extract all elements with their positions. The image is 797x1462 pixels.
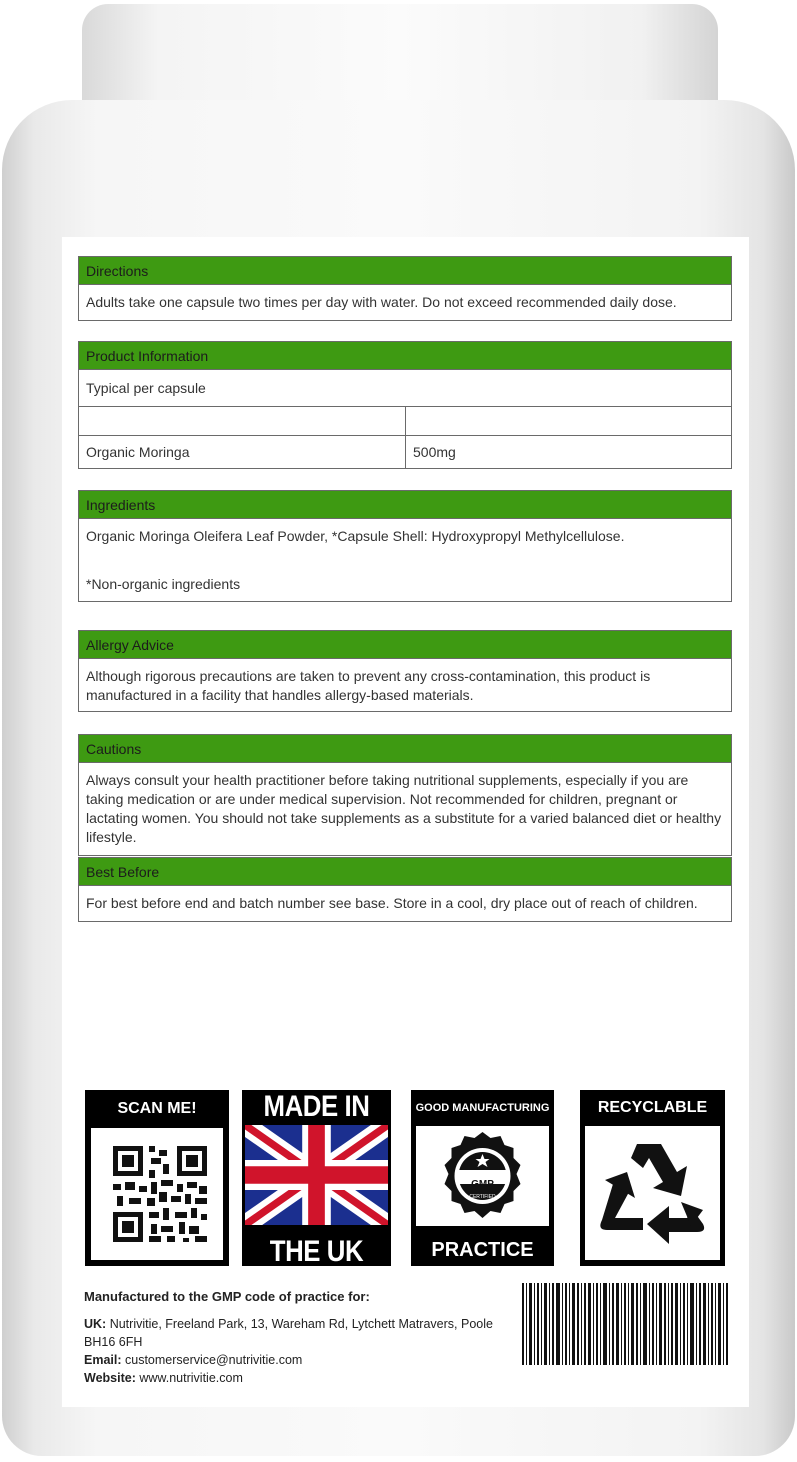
gmp-seal-icon	[416, 1126, 549, 1226]
email-text[interactable]: customerservice@nutrivitie.com	[125, 1353, 303, 1367]
gmp-badge	[411, 1090, 554, 1266]
recycle-icon	[585, 1126, 720, 1260]
allergy-advice-text: Although rigorous precautions are taken to prevent any cross-contamination, this product is manufactured in a facility that handles allergy-based materials.	[86, 668, 651, 703]
email-label: Email:	[84, 1353, 122, 1367]
ingredients-text: Organic Moringa Oleifera Leaf Powder, *Capsule Shell: Hydroxypropyl Methylcellulose.	[86, 528, 625, 544]
uk-label: UK:	[84, 1317, 107, 1331]
scan-me-badge	[85, 1090, 229, 1266]
manufacturer-info	[84, 1288, 514, 1387]
ingredients-section	[78, 490, 732, 602]
union-jack-flag-icon	[245, 1125, 388, 1225]
table-cell-amount	[405, 407, 731, 435]
gmp-top-title: GOOD MANUFACTURING	[415, 1102, 550, 1114]
directions-section	[78, 256, 732, 321]
product-information-section	[78, 341, 732, 469]
table-row	[79, 406, 731, 435]
table-cell-name	[79, 407, 405, 435]
scan-me-title: SCAN ME!	[117, 1100, 197, 1117]
gmp-seal-subtext: CERTIFIED	[469, 1194, 496, 1200]
website-text[interactable]: www.nutrivitie.com	[139, 1371, 243, 1385]
best-before-header: Best Before	[79, 858, 731, 886]
qr-code-icon	[91, 1128, 223, 1260]
barcode-icon	[522, 1283, 730, 1365]
directions-header: Directions	[79, 257, 731, 285]
uk-address-text: Nutrivitie, Freeland Park, 13, Wareham Rd, Lytchett Matravers, Poole BH16 6FH	[84, 1317, 493, 1349]
allergy-advice-header: Allergy Advice	[79, 631, 731, 659]
table-cell-amount: 500mg	[405, 436, 731, 468]
gmp-seal-text: GMP	[471, 1179, 494, 1190]
made-in-title: MADE IN	[263, 1090, 370, 1123]
best-before-section	[78, 857, 732, 922]
cautions-text: Always consult your health practitioner before taking nutritional supplements, especially if you are taking medication or are under medical supervision. Not recommended for children, pregnant or lactating women. You should not take supplements as a substitute for a varied balanced diet or healthy lifestyle.	[86, 772, 722, 845]
manufacturer-heading: Manufactured to the GMP code of practice for:	[84, 1289, 370, 1304]
cautions-header: Cautions	[79, 735, 731, 763]
the-uk-title: THE UK	[269, 1235, 364, 1268]
gmp-seal-box	[416, 1126, 549, 1226]
product-information-header: Product Information	[79, 342, 731, 370]
table-row	[79, 435, 731, 468]
recyclable-badge	[580, 1090, 725, 1266]
allergy-advice-section	[78, 630, 732, 712]
website-line	[84, 1369, 514, 1387]
email-line	[84, 1351, 514, 1369]
directions-text: Adults take one capsule two times per day with water. Do not exceed recommended daily dose.	[86, 294, 677, 310]
best-before-text: For best before end and batch number see base. Store in a cool, dry place out of reach of children.	[86, 895, 698, 911]
uk-address	[84, 1315, 514, 1351]
website-label: Website:	[84, 1371, 136, 1385]
typical-per-capsule: Typical per capsule	[86, 380, 206, 396]
ingredients-note: *Non-organic ingredients	[86, 576, 241, 592]
ingredients-header: Ingredients	[79, 491, 731, 519]
recyclable-title: RECYCLABLE	[597, 1099, 708, 1116]
cautions-section	[78, 734, 732, 856]
table-cell-name: Organic Moringa	[86, 444, 190, 460]
made-in-uk-badge	[242, 1090, 391, 1266]
practice-title: PRACTICE	[431, 1239, 534, 1261]
